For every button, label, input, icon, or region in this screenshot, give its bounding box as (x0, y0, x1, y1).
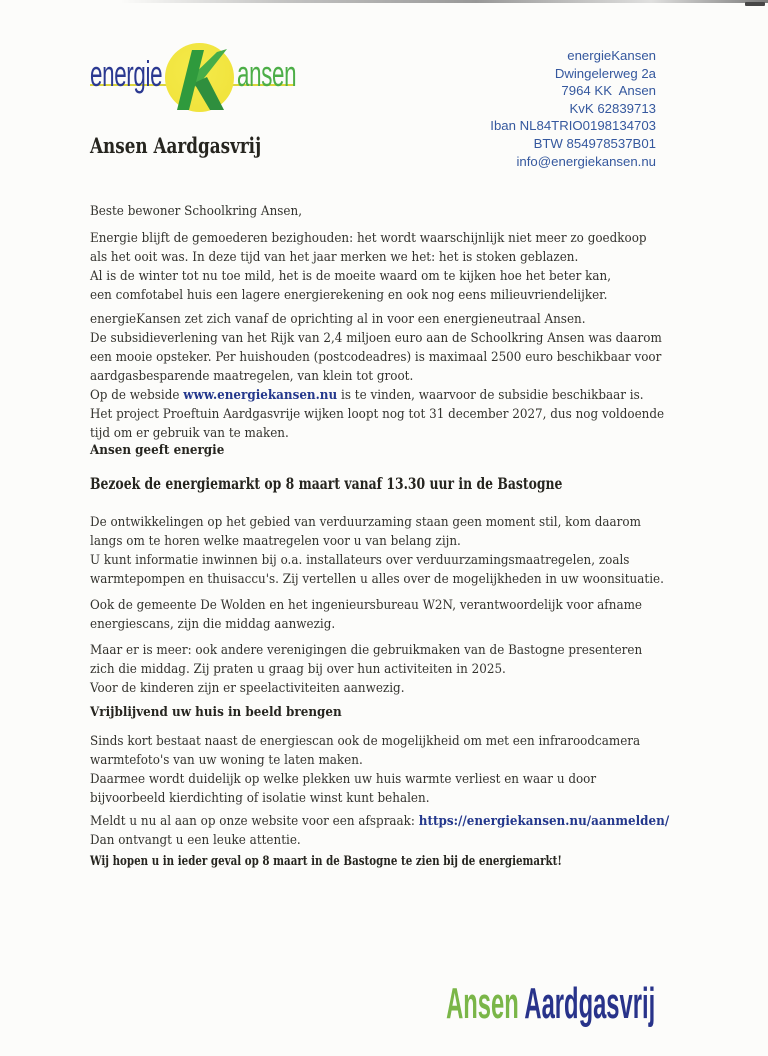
footer-ansen-aardgasvrij-logo (247, 963, 655, 1045)
paragraph-signup: Meldt u nu al aan op onze website voor een afspraak: https://energiekansen.nu/aanmelden/ Dan ontvangt u een leuke attentie. (90, 814, 670, 848)
paragraph-infrared: Sinds kort bestaat naast de energiescan ook de mogelijkheid om met een infraroodcamera warmtefoto's van uw woning te laten maken. Daarmee wordt duidelijk op welke plekken uw huis warmte verliest en waar u door bijvoorbeeld kierdichting of isolatie winst kunt behalen. (90, 734, 641, 806)
paragraph-subsidy: energieKansen zet zich vanaf de oprichting al in voor een energieneutraal Ansen. De subsidieverlening van het Rijk van 2,4 miljoen euro aan de Schoolkring Ansen was daarom een mooie opsteker. Per huishouden (postcodeadres) is maximaal 2500 euro beschikbaar voor aardgasbesparende maatregelen, van klein tot groot. Op de webside www.energiekansen.nu is te vinden, waarvoor de subsidie beschikbaar is. Het project Proeftuin Aardgasvrije wijken loopt nog tot 31 december 2027, dus nog voldoende tijd om er gebruik van te maken. (90, 312, 665, 441)
paragraph-gemeente: Ook de gemeente De Wolden en het ingenieursbureau W2N, verantwoordelijk voor afname energiescans, zijn die middag aanwezig. (90, 598, 642, 632)
heading-ansen-geeft-energie: Ansen geeft energie (90, 443, 225, 458)
lightning-k-icon (177, 49, 227, 111)
sender-btw: BTW 854978537B01 (533, 135, 656, 151)
footer-logo-aardgasvrij: Aardgasvrij (524, 979, 655, 1028)
sender-street: Dwingelerweg 2a (554, 65, 656, 81)
footer-logo-ansen: Ansen (445, 979, 525, 1028)
sender-iban: Iban NL84TRIO0198134703 (490, 118, 656, 134)
salutation: Beste bewoner Schoolkring Ansen, (90, 204, 303, 219)
logo-text-energie: energie (90, 53, 163, 94)
paragraph-energy: Energie blijft de gemoederen bezighouden: het wordt waarschijnlijk niet meer zo goedkoop als het ooit was. In deze tijd van het jaar merken we het: het is stoken geblazen. Al is de winter tot nu toe mild, het is de moeite waard om te kijken hoe het beter kan, een comfotabel huis een lagere energierekening en ook nog eens milieuvriendelijker. (90, 231, 647, 303)
aanmelden-link[interactable]: https://energiekansen.nu/aanmelden/ (418, 814, 670, 829)
scan-corner-mark (745, 2, 765, 6)
letterhead-title: Ansen Aardgasvrij (90, 133, 262, 158)
sender-email: info@energiekansen.nu (516, 153, 656, 169)
closing-line: Wij hopen u in ieder geval op 8 maart in de Bastogne te zien bij de energiemarkt! (90, 854, 562, 869)
logo-text-ansen: ansen (237, 53, 297, 94)
heading-huis-in-beeld: Vrijblijvend uw huis in beeld brengen (90, 705, 342, 720)
letter-body (90, 0, 697, 1056)
energiekansen-website-link[interactable]: www.energiekansen.nu (183, 388, 338, 403)
sender-name: energieKansen (567, 48, 656, 63)
paragraph-developments: De ontwikkelingen op het gebied van verduurzaming staan geen moment stil, kom daarom langs om te horen welke maatregelen voor u van belang zijn. U kunt informatie inwinnen bij o.a. installateurs over verduurzamingsmaatregelen, zoals warmtepompen en thuisaccu's. Zij vertellen u alles over de mogelijkheden in uw woonsituatie. (90, 515, 664, 587)
heading-energiemarkt: Bezoek de energiemarkt op 8 maart vanaf 13.30 uur in de Bastogne (90, 474, 563, 493)
sender-city: 7964 KK Ansen (561, 83, 656, 99)
sender-kvk: KvK 62839713 (569, 100, 656, 116)
paragraph-more: Maar er is meer: ook andere verenigingen die gebruikmaken van de Bastogne presenteren zich die middag. Zij praten u graag bij over hun activiteiten in 2025. Voor de kinderen zijn er speelactiviteiten aanwezig. (90, 643, 643, 696)
